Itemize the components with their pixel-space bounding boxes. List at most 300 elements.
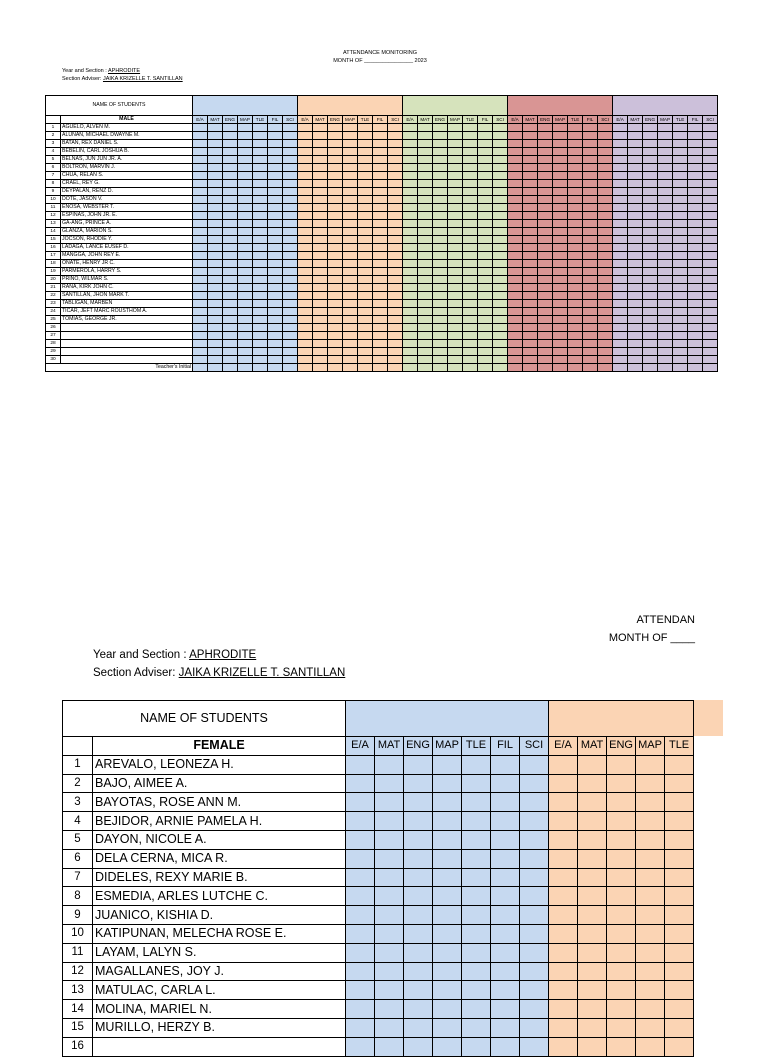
attendance-cell [238, 268, 253, 276]
attendance-cell [238, 308, 253, 316]
attendance-cell [463, 164, 478, 172]
attendance-cell [607, 774, 636, 793]
attendance-cell [628, 316, 643, 324]
student-name: PARMEROLA, HARRY S. [61, 268, 193, 276]
attendance-cell [478, 300, 493, 308]
attendance-cell [568, 300, 583, 308]
attendance-cell [328, 332, 343, 340]
attendance-cell [298, 228, 313, 236]
attendance-cell [508, 212, 523, 220]
attendance-cell [493, 244, 508, 252]
attendance-cell [549, 868, 578, 887]
attendance-cell [493, 332, 508, 340]
subject-code: FIL [688, 116, 703, 124]
attendance-cell [283, 252, 298, 260]
attendance-cell [433, 924, 462, 943]
attendance-cell [373, 348, 388, 356]
attendance-cell [553, 196, 568, 204]
attendance-cell [418, 340, 433, 348]
attendance-cell [223, 156, 238, 164]
attendance-cell [223, 292, 238, 300]
row-number: 16 [63, 1037, 93, 1056]
attendance-cell [253, 204, 268, 212]
attendance-cell [463, 324, 478, 332]
attendance-cell [520, 793, 549, 812]
attendance-cell [433, 1000, 462, 1019]
attendance-cell [523, 260, 538, 268]
attendance-cell [508, 300, 523, 308]
attendance-cell [658, 308, 673, 316]
student-row [63, 887, 694, 906]
attendance-cell [313, 276, 328, 284]
attendance-cell [688, 292, 703, 300]
attendance-cell [208, 148, 223, 156]
attendance-cell [388, 156, 403, 164]
attendance-cell [703, 220, 718, 228]
subject-group-header [193, 96, 298, 116]
attendance-cell [643, 244, 658, 252]
attendance-cell [208, 292, 223, 300]
attendance-cell [358, 156, 373, 164]
student-row [63, 1018, 694, 1037]
attendance-cell [373, 172, 388, 180]
attendance-cell [553, 276, 568, 284]
attendance-cell [343, 212, 358, 220]
attendance-cell [493, 204, 508, 212]
attendance-cell [508, 364, 523, 372]
attendance-cell [523, 284, 538, 292]
attendance-cell [253, 332, 268, 340]
attendance-cell [673, 188, 688, 196]
attendance-cell [343, 196, 358, 204]
attendance-cell [508, 140, 523, 148]
attendance-cell [346, 943, 375, 962]
attendance-cell [448, 204, 463, 212]
attendance-cell [478, 140, 493, 148]
row-number: 5 [46, 156, 61, 164]
attendance-cell [283, 364, 298, 372]
attendance-cell [491, 774, 520, 793]
row-number: 13 [46, 220, 61, 228]
attendance-cell [636, 981, 665, 1000]
attendance-cell [553, 132, 568, 140]
subject-code: ENG [607, 737, 636, 756]
attendance-cell [491, 1037, 520, 1056]
year-section-label: Year and Section : [62, 68, 108, 74]
attendance-cell [208, 172, 223, 180]
attendance-cell [493, 132, 508, 140]
student-row [63, 774, 694, 793]
attendance-cell [433, 220, 448, 228]
attendance-cell [298, 180, 313, 188]
attendance-cell [433, 887, 462, 906]
attendance-cell [478, 364, 493, 372]
row-number: 7 [46, 172, 61, 180]
attendance-cell [553, 212, 568, 220]
attendance-cell [238, 348, 253, 356]
attendance-cell [268, 212, 283, 220]
attendance-cell [298, 196, 313, 204]
attendance-cell [283, 212, 298, 220]
attendance-cell [448, 348, 463, 356]
attendance-cell [598, 316, 613, 324]
adviser-value: JAIKA KRIZELLE T. SANTILLAN [102, 76, 183, 82]
attendance-cell [283, 188, 298, 196]
attendance-cell [343, 356, 358, 364]
attendance-cell [358, 164, 373, 172]
attendance-cell [223, 316, 238, 324]
attendance-cell [223, 244, 238, 252]
subject-code: TLE [673, 116, 688, 124]
attendance-cell [628, 348, 643, 356]
attendance-cell [688, 356, 703, 364]
attendance-cell [253, 348, 268, 356]
attendance-cell [538, 308, 553, 316]
attendance-cell [418, 252, 433, 260]
student-name [61, 348, 193, 356]
attendance-cell [538, 132, 553, 140]
attendance-cell [313, 196, 328, 204]
row-number: 23 [46, 300, 61, 308]
attendance-cell [508, 164, 523, 172]
attendance-cell [508, 316, 523, 324]
attendance-cell [583, 332, 598, 340]
attendance-cell [628, 356, 643, 364]
attendance-cell [478, 324, 493, 332]
attendance-cell [373, 188, 388, 196]
attendance-cell [673, 340, 688, 348]
attendance-cell [538, 260, 553, 268]
attendance-cell [373, 220, 388, 228]
attendance-cell [433, 812, 462, 831]
attendance-cell [328, 364, 343, 372]
attendance-cell [403, 164, 418, 172]
attendance-cell [193, 276, 208, 284]
attendance-cell [568, 156, 583, 164]
attendance-cell [328, 276, 343, 284]
attendance-cell [553, 316, 568, 324]
attendance-cell [448, 364, 463, 372]
attendance-cell [598, 132, 613, 140]
row-number: 11 [63, 943, 93, 962]
attendance-cell [607, 924, 636, 943]
attendance-cell [388, 276, 403, 284]
attendance-cell [658, 164, 673, 172]
subject-code: SCI [520, 737, 549, 756]
attendance-cell [328, 308, 343, 316]
attendance-cell [673, 364, 688, 372]
attendance-cell [658, 132, 673, 140]
attendance-cell [193, 356, 208, 364]
attendance-cell [643, 348, 658, 356]
attendance-cell [703, 268, 718, 276]
attendance-cell [658, 124, 673, 132]
attendance-cell [613, 180, 628, 188]
attendance-cell [549, 1018, 578, 1037]
attendance-cell [283, 196, 298, 204]
sheet1-title-line1: ATTENDANCE MONITORING [342, 50, 418, 56]
attendance-cell [598, 300, 613, 308]
attendance-cell [346, 887, 375, 906]
attendance-cell [418, 236, 433, 244]
attendance-cell [223, 204, 238, 212]
attendance-cell [598, 172, 613, 180]
attendance-cell [268, 124, 283, 132]
attendance-cell [253, 244, 268, 252]
attendance-cell [253, 252, 268, 260]
attendance-cell [568, 332, 583, 340]
attendance-cell [628, 164, 643, 172]
attendance-cell [313, 364, 328, 372]
attendance-cell [283, 300, 298, 308]
attendance-cell [238, 284, 253, 292]
attendance-cell [343, 268, 358, 276]
attendance-cell [553, 148, 568, 156]
attendance-cell [328, 236, 343, 244]
attendance-cell [253, 340, 268, 348]
attendance-cell [358, 124, 373, 132]
student-name: ESPINAS, JOHN JR. E. [61, 212, 193, 220]
attendance-cell [358, 204, 373, 212]
attendance-cell [613, 196, 628, 204]
attendance-cell [523, 340, 538, 348]
attendance-cell [283, 268, 298, 276]
attendance-cell [448, 220, 463, 228]
attendance-cell [193, 308, 208, 316]
attendance-cell [433, 356, 448, 364]
attendance-cell [313, 180, 328, 188]
sheet2-info [93, 646, 345, 682]
student-name: MURILLO, HERZY B. [93, 1018, 346, 1037]
attendance-cell [433, 188, 448, 196]
student-row [46, 324, 718, 332]
attendance-cell [508, 196, 523, 204]
attendance-cell [298, 164, 313, 172]
attendance-cell [643, 236, 658, 244]
attendance-cell [478, 148, 493, 156]
subject-code: E/A [193, 116, 208, 124]
student-row [63, 793, 694, 812]
attendance-cell [613, 292, 628, 300]
student-row [46, 276, 718, 284]
attendance-cell [418, 220, 433, 228]
attendance-cell [628, 212, 643, 220]
attendance-cell [343, 172, 358, 180]
attendance-cell [268, 260, 283, 268]
attendance-cell [463, 308, 478, 316]
attendance-cell [208, 140, 223, 148]
attendance-cell [508, 268, 523, 276]
attendance-cell [448, 316, 463, 324]
attendance-cell [598, 276, 613, 284]
attendance-cell [433, 244, 448, 252]
attendance-cell [193, 124, 208, 132]
attendance-cell [208, 244, 223, 252]
attendance-cell [493, 292, 508, 300]
attendance-cell [493, 164, 508, 172]
attendance-cell [583, 276, 598, 284]
attendance-cell [658, 180, 673, 188]
attendance-cell [703, 180, 718, 188]
attendance-cell [598, 164, 613, 172]
attendance-cell [478, 332, 493, 340]
attendance-cell [636, 906, 665, 925]
attendance-cell [703, 316, 718, 324]
row-number: 20 [46, 276, 61, 284]
attendance-cell [373, 316, 388, 324]
attendance-cell [583, 236, 598, 244]
attendance-cell [613, 268, 628, 276]
row-number: 17 [46, 252, 61, 260]
attendance-cell [373, 356, 388, 364]
subject-code: ENG [433, 116, 448, 124]
attendance-cell [283, 220, 298, 228]
attendance-cell [403, 196, 418, 204]
attendance-cell [223, 124, 238, 132]
attendance-cell [478, 132, 493, 140]
attendance-cell [538, 204, 553, 212]
attendance-cell [238, 124, 253, 132]
attendance-cell [418, 148, 433, 156]
attendance-cell [665, 830, 694, 849]
attendance-cell [568, 276, 583, 284]
row-number: 25 [46, 316, 61, 324]
attendance-cell [268, 220, 283, 228]
attendance-cell [673, 212, 688, 220]
subject-code: E/A [346, 737, 375, 756]
subject-code: E/A [549, 737, 578, 756]
attendance-cell [643, 308, 658, 316]
attendance-cell [673, 164, 688, 172]
attendance-cell [448, 284, 463, 292]
student-name: MATULAC, CARLA L. [93, 981, 346, 1000]
attendance-cell [238, 204, 253, 212]
attendance-cell [598, 268, 613, 276]
attendance-cell [703, 244, 718, 252]
year-section-value: APHRODITE [189, 649, 257, 661]
attendance-cell [673, 276, 688, 284]
attendance-cell [643, 364, 658, 372]
subject-code: MAP [658, 116, 673, 124]
attendance-cell [358, 244, 373, 252]
attendance-cell [313, 252, 328, 260]
attendance-cell [549, 774, 578, 793]
student-row [46, 292, 718, 300]
attendance-cell [418, 324, 433, 332]
attendance-cell [636, 755, 665, 774]
attendance-cell [462, 1000, 491, 1019]
attendance-cell [538, 188, 553, 196]
attendance-cell [433, 156, 448, 164]
attendance-cell [578, 1000, 607, 1019]
attendance-cell [358, 220, 373, 228]
attendance-cell [583, 172, 598, 180]
attendance-cell [508, 308, 523, 316]
attendance-cell [523, 316, 538, 324]
attendance-cell [538, 300, 553, 308]
attendance-cell [253, 228, 268, 236]
attendance-cell [313, 324, 328, 332]
attendance-cell [388, 164, 403, 172]
attendance-cell [253, 212, 268, 220]
attendance-cell [283, 148, 298, 156]
attendance-cell [298, 236, 313, 244]
attendance-cell [313, 188, 328, 196]
attendance-cell [433, 212, 448, 220]
attendance-cell [403, 148, 418, 156]
attendance-cell [448, 228, 463, 236]
attendance-cell [346, 849, 375, 868]
attendance-cell [523, 124, 538, 132]
attendance-cell [268, 244, 283, 252]
attendance-cell [253, 324, 268, 332]
attendance-cell [520, 812, 549, 831]
attendance-cell [583, 196, 598, 204]
attendance-cell [643, 268, 658, 276]
attendance-cell [478, 156, 493, 164]
attendance-cell [665, 755, 694, 774]
attendance-cell [328, 252, 343, 260]
subject-code: FIL [491, 737, 520, 756]
attendance-cell [298, 308, 313, 316]
attendance-cell [375, 1018, 404, 1037]
attendance-cell [462, 1018, 491, 1037]
attendance-cell [404, 868, 433, 887]
attendance-cell [433, 284, 448, 292]
attendance-cell [553, 244, 568, 252]
attendance-cell [703, 332, 718, 340]
attendance-cell [448, 124, 463, 132]
attendance-cell [636, 1000, 665, 1019]
attendance-cell [628, 324, 643, 332]
attendance-cell [538, 124, 553, 132]
row-number: 6 [46, 164, 61, 172]
attendance-cell [568, 172, 583, 180]
attendance-cell [523, 348, 538, 356]
attendance-cell [433, 849, 462, 868]
attendance-cell [523, 156, 538, 164]
attendance-cell [193, 284, 208, 292]
attendance-cell [403, 252, 418, 260]
attendance-cell [328, 244, 343, 252]
attendance-cell [238, 364, 253, 372]
attendance-cell [673, 300, 688, 308]
student-row [63, 868, 694, 887]
attendance-cell [193, 148, 208, 156]
attendance-cell [238, 276, 253, 284]
student-name: AGUELO, ALVEN M. [61, 124, 193, 132]
attendance-cell [508, 356, 523, 364]
attendance-cell [388, 324, 403, 332]
attendance-cell [688, 212, 703, 220]
attendance-cell [523, 292, 538, 300]
attendance-cell [643, 356, 658, 364]
attendance-cell [598, 220, 613, 228]
student-name: DAYON, NICOLE A. [93, 830, 346, 849]
attendance-cell [538, 196, 553, 204]
attendance-cell [703, 212, 718, 220]
attendance-cell [493, 300, 508, 308]
attendance-cell [549, 981, 578, 1000]
attendance-cell [636, 793, 665, 812]
attendance-cell [268, 228, 283, 236]
attendance-cell [553, 188, 568, 196]
attendance-cell [343, 348, 358, 356]
attendance-cell [418, 196, 433, 204]
attendance-cell [523, 228, 538, 236]
attendance-cell [607, 906, 636, 925]
attendance-cell [448, 164, 463, 172]
